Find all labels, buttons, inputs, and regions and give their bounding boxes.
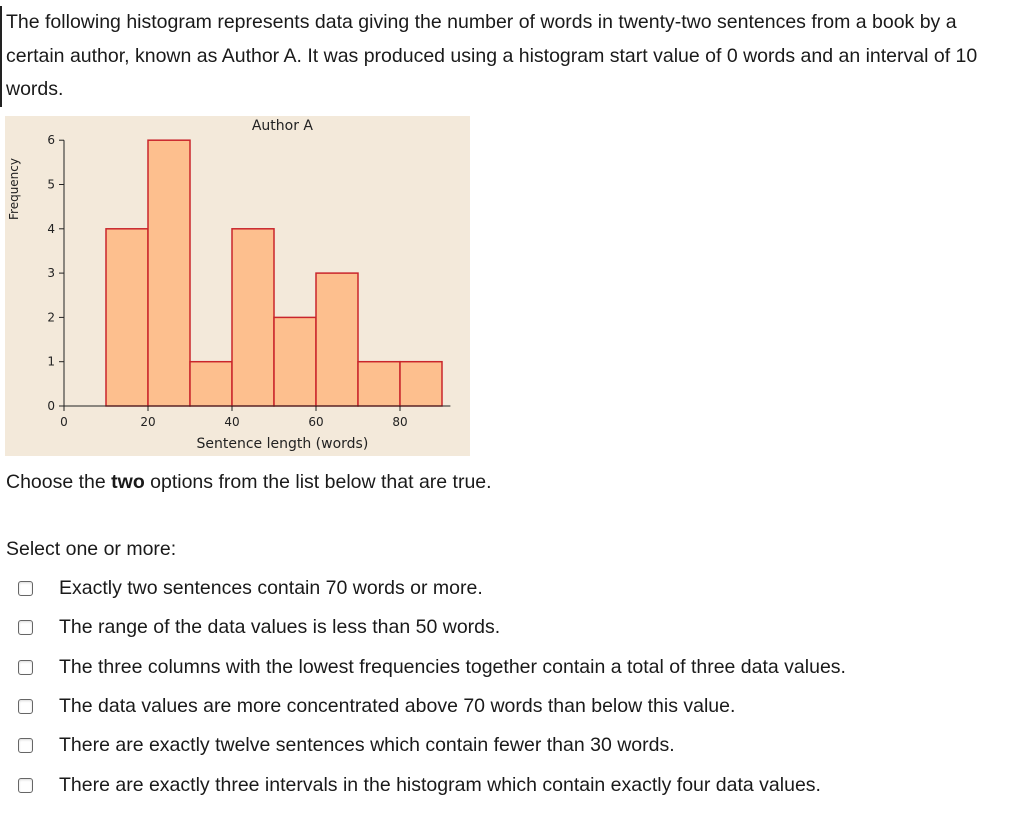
histogram-bar bbox=[316, 273, 358, 406]
histogram-bar bbox=[274, 317, 316, 406]
y-tick-label: 6 bbox=[47, 133, 55, 148]
option-label: There are exactly twelve sentences which contain fewer than 30 words. bbox=[59, 734, 675, 757]
prompt-text-bold: two bbox=[111, 471, 145, 493]
y-axis-label: Frequency bbox=[7, 158, 21, 220]
answer-option-4[interactable] bbox=[18, 687, 846, 726]
checkbox[interactable] bbox=[18, 620, 33, 635]
x-tick-label: 40 bbox=[224, 415, 240, 429]
histogram-bar bbox=[148, 140, 190, 406]
select-instruction: Select one or more: bbox=[6, 538, 177, 560]
chart-title: Author A bbox=[251, 118, 313, 134]
answer-option-2[interactable] bbox=[18, 608, 846, 647]
histogram-bar bbox=[358, 362, 400, 406]
x-tick-label: 80 bbox=[392, 415, 408, 429]
histogram-bar bbox=[106, 229, 148, 406]
option-label: The three columns with the lowest frequencies together contain a total of three data values. bbox=[59, 655, 846, 678]
x-tick-label: 60 bbox=[308, 415, 324, 429]
answer-option-3[interactable] bbox=[18, 648, 846, 687]
prompt-text-end: options from the list below that are true. bbox=[144, 471, 492, 493]
histogram-svg bbox=[5, 116, 470, 456]
answer-option-6[interactable] bbox=[18, 765, 846, 804]
answer-option-1[interactable] bbox=[18, 569, 846, 608]
histogram-bar bbox=[190, 362, 232, 406]
checkbox[interactable] bbox=[18, 738, 33, 753]
y-tick-label: 5 bbox=[47, 177, 55, 192]
question-prompt bbox=[6, 471, 492, 494]
x-tick-label: 0 bbox=[60, 415, 68, 429]
histogram-bar bbox=[400, 362, 442, 406]
y-tick-label: 3 bbox=[47, 266, 55, 281]
y-tick-label: 1 bbox=[47, 354, 55, 369]
checkbox[interactable] bbox=[18, 699, 33, 714]
x-axis-label: Sentence length (words) bbox=[196, 436, 369, 452]
option-label: There are exactly three intervals in the histogram which contain exactly four data values. bbox=[59, 773, 821, 796]
answer-options bbox=[18, 569, 846, 805]
y-tick-label: 4 bbox=[47, 221, 55, 236]
checkbox[interactable] bbox=[18, 581, 33, 596]
x-tick-label: 20 bbox=[140, 415, 156, 429]
y-tick-label: 2 bbox=[47, 310, 55, 325]
histogram-bar bbox=[232, 229, 274, 406]
histogram-chart bbox=[5, 116, 470, 456]
option-label: The range of the data values is less than 50 words. bbox=[59, 616, 501, 639]
question-intro: The following histogram represents data giving the number of words in twenty-two sentences from a book by a certain author, known as Author A. It was produced using a histogram start value of 0 words and an interval of 10 words. bbox=[0, 6, 1016, 107]
option-label: Exactly two sentences contain 70 words or more. bbox=[59, 577, 483, 600]
checkbox[interactable] bbox=[18, 778, 33, 793]
y-tick-label: 0 bbox=[47, 399, 55, 413]
checkbox[interactable] bbox=[18, 660, 33, 675]
answer-option-5[interactable] bbox=[18, 726, 846, 765]
option-label: The data values are more concentrated above 70 words than below this value. bbox=[59, 695, 736, 718]
prompt-text-start: Choose the bbox=[6, 471, 112, 493]
